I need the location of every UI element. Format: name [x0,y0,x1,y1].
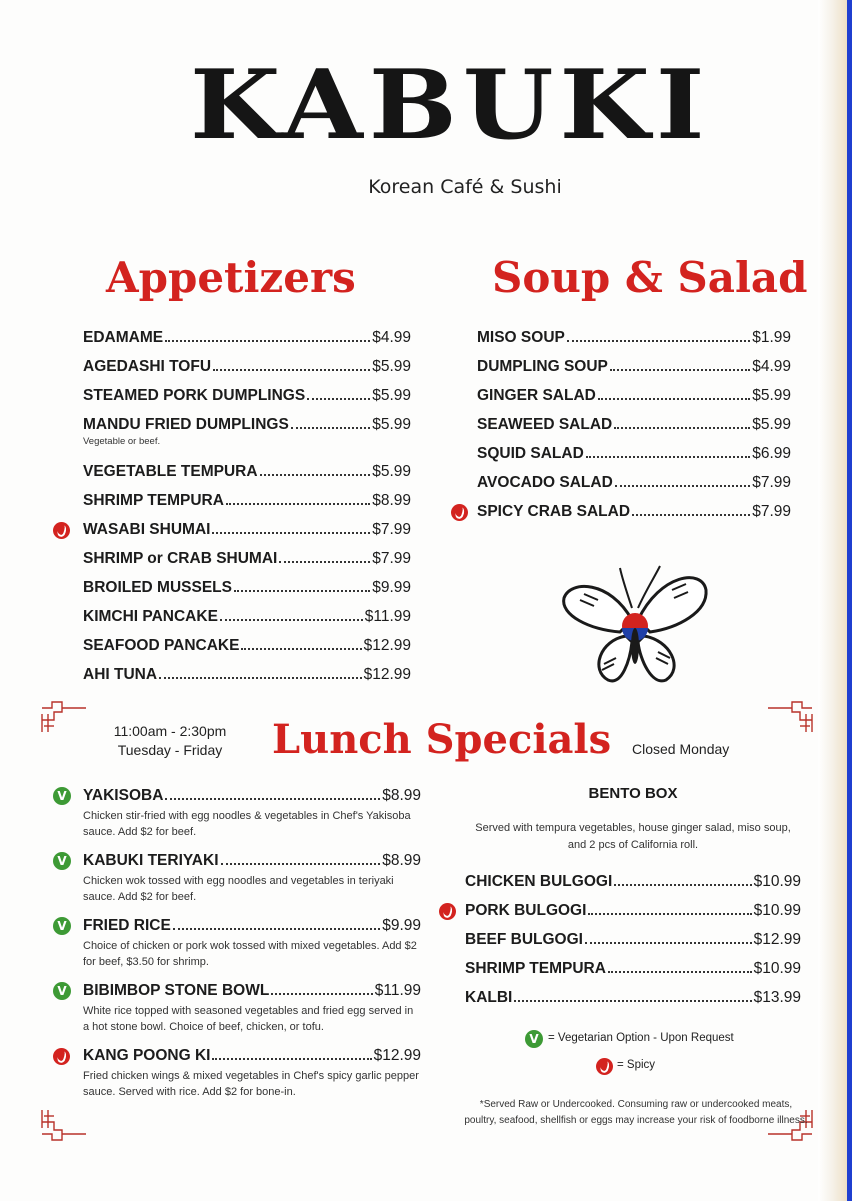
menu-item-note: Choice of chicken or pork wok tossed with mixed vegetables. Add $2 for beef, $3.50 for shrimp. [83,940,417,968]
menu-item-row [83,386,411,406]
leader-dots [608,959,752,973]
menu-item-price: $12.99 [363,637,411,654]
vegetarian-icon: V [53,917,71,935]
menu-item-name: WASABI SHUMAI [83,521,211,538]
menu-item [83,636,411,665]
menu-item-row [83,851,421,871]
menu-item [83,1046,421,1100]
menu-item-price: $1.99 [752,329,791,346]
menu-item [83,386,411,415]
menu-item-name: AGEDASHI TOFU [83,358,212,375]
menu-item-row [83,462,411,482]
menu-item-row [477,357,791,377]
menu-item-name: BIBIMBOP STONE BOWL [83,982,270,999]
menu-item-name: MISO SOUP [477,329,565,346]
corner-ornament [766,700,814,734]
leader-dots [271,981,372,995]
menu-item-row [477,473,791,493]
menu-item-row [83,916,421,936]
food-safety-disclaimer: *Served Raw or Undercooked. Consuming raw or undercooked meats, poultry, seafood, shellfish or eggs may increase your risk of foodborne illness. [464,1099,808,1126]
menu-item-price: $9.99 [382,917,421,934]
spicy-icon [53,522,70,539]
menu-item-row [83,665,411,685]
menu-item-name: VEGETABLE TEMPURA [83,463,258,480]
menu-item-note: White rice topped with seasoned vegetables and fried egg served in a hot stone bowl. Choice of beef, chicken, or tofu. [83,1005,414,1033]
menu-item [465,872,801,901]
lunch-specials-title: Lunch Specials [272,716,612,763]
menu-item-name: BEEF BULGOGI [465,931,583,948]
menu-item [465,901,801,930]
spicy-icon [596,1058,613,1075]
menu-item-price: $5.99 [752,416,791,433]
leader-dots [585,930,752,944]
vegetarian-icon: V [53,787,71,805]
menu-item-price: $4.99 [752,358,791,375]
menu-item [477,328,791,357]
logo-subtitle: Korean Café & Sushi [368,176,562,198]
page-edge-blue [847,0,852,1201]
leader-dots [165,786,380,800]
menu-item-row [465,901,801,921]
menu-item-row [465,959,801,979]
menu-item-note: Fried chicken wings & mixed vegetables in Chef's spicy garlic pepper sauce. Served with rice. Add $2 for bone-in. [83,1070,419,1098]
menu-item [465,959,801,988]
menu-item-name: BROILED MUSSELS [83,579,232,596]
menu-item [477,386,791,415]
menu-item-price: $9.99 [372,579,411,596]
menu-item-name: SHRIMP or CRAB SHUMAI [83,550,278,567]
legend-spicy: = Spicy [617,1059,656,1071]
menu-item-row [83,415,411,435]
menu-item-name: AVOCADO SALAD [477,474,613,491]
menu-item-row [83,1046,421,1066]
leader-dots [213,357,370,371]
menu-item-row [477,328,791,348]
menu-item-name: KIMCHI PANCAKE [83,608,218,625]
menu-item-price: $7.99 [752,474,791,491]
menu-item-note: Chicken stir-fried with egg noodles & vegetables in Chef's Yakisoba sauce. Add $2 for beef. [83,810,411,838]
corner-ornament [40,700,88,734]
menu-item-price: $4.99 [372,329,411,346]
menu-item-row [83,357,411,377]
menu-item-row [83,981,421,1001]
menu-item-row [83,520,411,540]
menu-item-name: SQUID SALAD [477,445,584,462]
menu-item-name: KANG POONG KI [83,1047,211,1064]
menu-item-name: PORK BULGOGI [465,902,587,919]
menu-item-note: Vegetable or beef. [83,436,161,447]
leader-dots [159,665,362,679]
spicy-icon [439,903,456,920]
menu-item-price: $5.99 [372,387,411,404]
lunch-hours [100,722,240,760]
menu-item [57,981,421,1035]
spicy-icon [53,1048,70,1065]
leader-dots [234,578,370,592]
menu-item [83,520,411,549]
menu-item-price: $8.99 [382,787,421,804]
menu-item-price: $8.99 [372,492,411,509]
menu-item-name: YAKISOBA [83,787,164,804]
leader-dots [226,491,370,505]
menu-item-row [465,930,801,950]
menu-item-row [83,636,411,656]
bento-box-title: BENTO BOX [588,785,678,802]
menu-item-row [477,415,791,435]
menu-item-price: $5.99 [752,387,791,404]
menu-item [83,328,411,357]
menu-item-price: $12.99 [753,931,801,948]
menu-item-row [465,872,801,892]
leader-dots [632,502,750,516]
vegetarian-icon: V [53,982,71,1000]
menu-item-note: Chicken wok tossed with egg noodles and vegetables in teriyaki sauce. Add $2 for beef. [83,875,394,903]
lunch-hours-time: 11:00am - 2:30pm [113,723,227,739]
menu-item [83,607,411,636]
menu-item-name: KABUKI TERIYAKI [83,852,219,869]
leader-dots [165,328,370,342]
menu-item-name: SEAFOOD PANCAKE [83,637,240,654]
menu-item-price: $7.99 [752,503,791,520]
leader-dots [221,851,381,865]
menu-item [83,549,411,578]
leader-dots [173,916,380,930]
appetizers-list [83,328,411,694]
menu-item-name: EDAMAME [83,329,164,346]
menu-item-price: $10.99 [753,902,801,919]
menu-item-name: CHICKEN BULGOGI [465,873,613,890]
menu-item [477,357,791,386]
leader-dots [220,607,363,621]
menu-item-price: $12.99 [373,1047,421,1064]
bento-box-description: Served with tempura vegetables, house ginger salad, miso soup, and 2 pcs of California roll. [475,822,791,851]
menu-item [83,357,411,386]
leader-dots [291,415,370,429]
leader-dots [241,636,361,650]
menu-item [57,786,421,840]
leader-dots [260,462,371,476]
menu-item-row [83,491,411,511]
menu-item-name: MANDU FRIED DUMPLINGS [83,416,289,433]
menu-item [477,502,791,531]
leader-dots [614,872,751,886]
menu-item-price: $8.99 [382,852,421,869]
menu-item-price: $7.99 [372,521,411,538]
menu-item-price: $11.99 [374,982,421,999]
menu-item-row [83,328,411,348]
menu-item-row [477,444,791,464]
leader-dots [615,473,750,487]
butterfly-illustration [560,560,710,690]
menu-item [57,851,421,905]
menu-item [477,415,791,444]
menu-item-name: DUMPLING SOUP [477,358,608,375]
menu-item-price: $11.99 [364,608,411,625]
menu-item-name: SHRIMP TEMPURA [83,492,224,509]
menu-item-price: $5.99 [372,463,411,480]
menu-item-price: $13.99 [753,989,801,1006]
menu-item-row [465,988,801,1008]
menu-item-price: $5.99 [372,416,411,433]
leader-dots [598,386,750,400]
menu-item-price: $10.99 [753,873,801,890]
leader-dots [567,328,750,342]
menu-item-name: AHI TUNA [83,666,158,683]
menu-item-row [83,607,411,627]
leader-dots [514,988,751,1002]
menu-item [465,930,801,959]
menu-item [83,415,411,462]
legend-vegetarian: = Vegetarian Option - Upon Request [548,1032,734,1044]
menu-item-price: $7.99 [372,550,411,567]
menu-item-name: SHRIMP TEMPURA [465,960,606,977]
leader-dots [588,901,751,915]
vegetarian-icon: V [525,1030,543,1048]
menu-item-price: $6.99 [752,445,791,462]
leader-dots [212,520,370,534]
menu-item-name: SEAWEED SALAD [477,416,613,433]
menu-item [477,444,791,473]
menu-item-row [83,549,411,569]
menu-item-price: $10.99 [753,960,801,977]
menu-item-row [83,578,411,598]
menu-item-row [477,502,791,522]
menu-item [465,988,801,1017]
menu-item [477,473,791,502]
lunch-specials-list [57,786,421,1111]
vegetarian-icon: V [53,852,71,870]
leader-dots [614,415,750,429]
menu-item-price: $5.99 [372,358,411,375]
menu-item-row [477,386,791,406]
soup-salad-list [477,328,791,531]
menu-item-row [83,786,421,806]
menu-item-name: KALBI [465,989,513,1006]
closed-note: Closed Monday [632,741,730,757]
menu-item-name: STEAMED PORK DUMPLINGS [83,387,306,404]
bento-box-list [465,872,801,1017]
menu-item [83,578,411,607]
leader-dots [610,357,750,371]
menu-item-name: GINGER SALAD [477,387,596,404]
corner-ornament [40,1108,88,1142]
spicy-icon [451,504,468,521]
menu-item [57,916,421,970]
soup-salad-title: Soup & Salad [492,253,808,302]
menu-item-name: FRIED RICE [83,917,171,934]
menu-item [83,462,411,491]
lunch-hours-days: Tuesday - Friday [117,742,223,758]
menu-item-price: $12.99 [363,666,411,683]
appetizers-title: Appetizers [106,253,356,302]
leader-dots [279,549,370,563]
leader-dots [307,386,370,400]
menu-item [83,665,411,694]
leader-dots [212,1046,371,1060]
leader-dots [586,444,750,458]
menu-item [83,491,411,520]
menu-item-name: SPICY CRAB SALAD [477,503,631,520]
kabuki-logo: KABUKI [190,47,711,162]
